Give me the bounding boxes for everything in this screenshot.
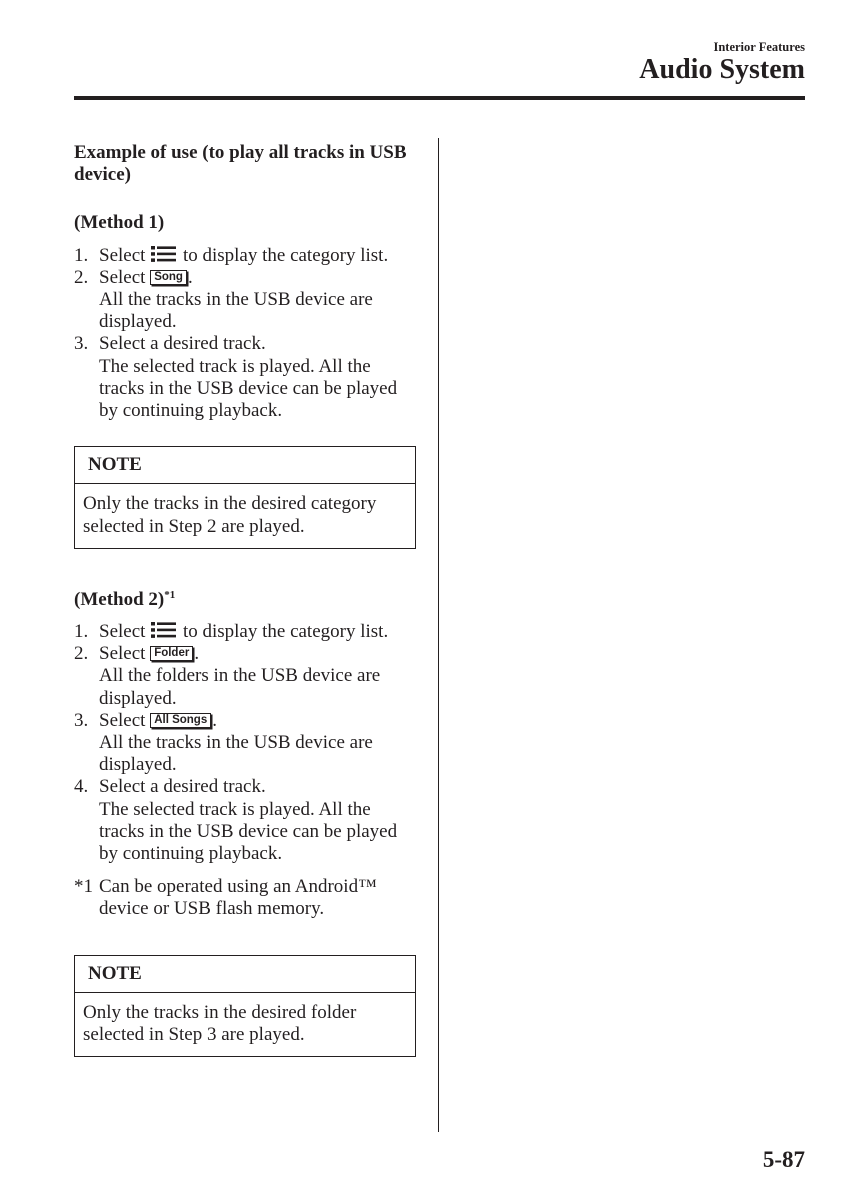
method-2-steps	[74, 621, 416, 865]
step-number: 2.	[74, 266, 89, 288]
note-title: NOTE	[75, 447, 415, 484]
footnote-mark: *1	[74, 876, 93, 898]
step-text: Select	[99, 643, 151, 665]
step-text: Select	[99, 244, 151, 266]
note-body: Only the tracks in the desired folder selected in Step 3 are played.	[83, 1001, 357, 1046]
list-item	[74, 776, 416, 865]
step-number: 1.	[74, 244, 89, 266]
step-text: Select	[99, 621, 151, 643]
section-heading: Example of use (to play all tracks in USB device)	[74, 142, 407, 186]
folder-button: Folder	[150, 646, 193, 661]
note-box	[74, 446, 416, 549]
step-detail: The selected track is played. All the tracks in the USB device can be played by continuing playback.	[99, 798, 398, 865]
method-1-heading: (Method 1)	[74, 212, 165, 234]
list-item	[74, 333, 416, 422]
header-rule	[74, 96, 805, 100]
step-text: .	[187, 266, 193, 288]
step-text: Select a desired track.	[99, 333, 266, 355]
list-item	[74, 245, 416, 267]
page-title: Audio System	[639, 54, 805, 85]
column-divider	[438, 138, 439, 1132]
method-2-title: (Method 2)	[74, 588, 165, 610]
list-item	[74, 621, 416, 643]
footnote-reference: *1	[164, 588, 176, 601]
step-number: 4.	[74, 776, 89, 798]
step-text: .	[212, 709, 217, 731]
step-text: to display the category list.	[178, 244, 389, 266]
step-detail: All the tracks in the USB device are displayed.	[99, 289, 373, 333]
step-number: 3.	[74, 709, 89, 731]
method-1-steps	[74, 245, 416, 423]
method-2-heading	[74, 589, 416, 611]
step-number: 1.	[74, 621, 89, 643]
list-item	[74, 267, 416, 334]
step-text: .	[194, 643, 200, 665]
step-text: to display the category list.	[178, 621, 389, 643]
footnote-text: Can be operated using an Android™ device or USB flash memory.	[99, 876, 377, 920]
list-icon	[150, 245, 178, 263]
note-title: NOTE	[75, 956, 415, 993]
all-songs-button: All Songs	[150, 713, 211, 728]
song-button: Song	[150, 270, 187, 285]
step-text: Select	[99, 266, 151, 288]
step-number: 2.	[74, 643, 89, 665]
list-item	[74, 643, 416, 710]
list-icon	[150, 621, 178, 639]
step-number: 3.	[74, 333, 89, 355]
left-column	[74, 142, 416, 1057]
list-item	[74, 710, 416, 777]
note-body: Only the tracks in the desired category selected in Step 2 are played.	[83, 493, 377, 537]
header-section-label: Interior Features	[713, 40, 805, 54]
step-detail: The selected track is played. All the tracks in the USB device can be played by continuing playback.	[99, 355, 398, 422]
step-detail: All the tracks in the USB device are displayed.	[99, 732, 373, 776]
step-detail: All the folders in the USB device are displayed.	[99, 665, 381, 709]
step-text: Select	[99, 709, 151, 731]
step-text: Select a desired track.	[99, 776, 266, 798]
note-box	[74, 955, 416, 1058]
footnote	[74, 876, 416, 920]
page-number: 5-87	[762, 1147, 805, 1172]
